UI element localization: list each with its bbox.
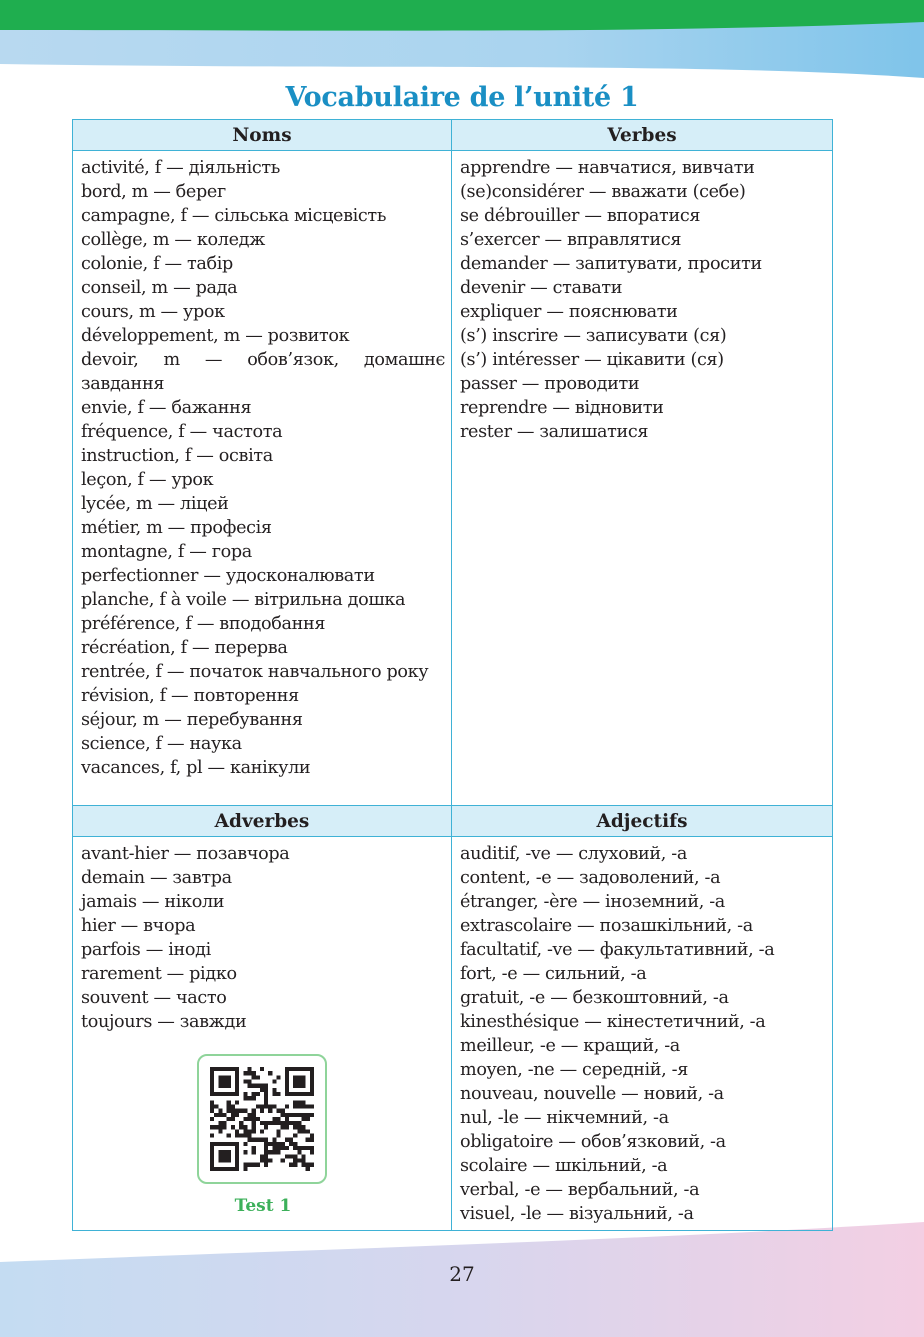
list-item: avant-hier — позавчора — [81, 844, 290, 864]
list-item: développement, m — розвиток — [81, 326, 350, 346]
list-item: (s’) inscrire — записувати (ся) — [460, 326, 727, 346]
qr-code-frame[interactable] — [197, 1054, 327, 1184]
list-item: devoir, m — обов’язок, домашнє завдання — [81, 350, 445, 394]
list-item: leçon, f — урок — [81, 470, 214, 490]
list-item: demander — запитувати, просити — [460, 254, 762, 274]
list-item: planche, f à voile — вітрильна дошка — [81, 590, 406, 610]
list-item: fort, -e — сильний, -а — [460, 964, 647, 984]
list-item: révision, f — повторення — [81, 686, 299, 706]
list-item: récréation, f — перерва — [81, 638, 288, 658]
list-item: meilleur, -e — кращий, -а — [460, 1036, 680, 1056]
list-item: science, f — наука — [81, 734, 242, 754]
list-item: scolaire — шкільний, -а — [460, 1156, 668, 1176]
list-item: gratuit, -e — безкоштовний, -а — [460, 988, 729, 1008]
vocabulary-table — [72, 119, 833, 1231]
list-item: rester — залишатися — [460, 422, 649, 442]
list-item: toujours — завжди — [81, 1012, 247, 1032]
list-item: cours, m — урок — [81, 302, 225, 322]
list-item: envie, f — бажання — [81, 398, 252, 418]
header-noms: Noms — [73, 120, 452, 151]
list-item: parfois — іноді — [81, 940, 211, 960]
adverbes-list — [81, 842, 445, 1034]
header-verbes: Verbes — [452, 120, 833, 151]
list-item: montagne, f — гора — [81, 542, 252, 562]
noms-cell — [73, 151, 452, 806]
list-item: collège, m — коледж — [81, 230, 265, 250]
adverbes-cell — [73, 837, 452, 1231]
header-adjectifs: Adjectifs — [452, 806, 833, 837]
list-item: étranger, -ère — іноземний, -а — [460, 892, 725, 912]
list-item: (se)considérer — вважати (себе) — [460, 182, 746, 202]
page-number: 27 — [449, 1262, 475, 1286]
list-item: facultatif, -ve — факультативний, -а — [460, 940, 775, 960]
list-item: nouveau, nouvelle — новий, -а — [460, 1084, 724, 1104]
list-item: expliquer — пояснювати — [460, 302, 678, 322]
list-item: instruction, f — освіта — [81, 446, 273, 466]
list-item: verbal, -e — вербальний, -а — [460, 1180, 700, 1200]
verbes-cell — [452, 151, 833, 806]
list-item: fréquence, f — частота — [81, 422, 283, 442]
adjectifs-cell — [452, 837, 833, 1231]
list-item: reprendre — відновити — [460, 398, 664, 418]
list-item: perfectionner — удосконалювати — [81, 566, 375, 586]
list-item: extrascolaire — позашкільний, -а — [460, 916, 753, 936]
list-item: séjour, m — перебування — [81, 710, 303, 730]
header-adverbes: Adverbes — [73, 806, 452, 837]
list-item: métier, m — професія — [81, 518, 272, 538]
list-item: colonie, f — табір — [81, 254, 233, 274]
qr-code-icon — [210, 1067, 314, 1171]
list-item: devenir — ставати — [460, 278, 623, 298]
list-item: vacances, f, pl — канікули — [81, 758, 311, 778]
list-item: rarement — рідко — [81, 964, 237, 984]
list-item: passer — проводити — [460, 374, 640, 394]
list-item: moyen, -ne — середній, -я — [460, 1060, 688, 1080]
qr-block — [197, 1054, 329, 1216]
list-item: hier — вчора — [81, 916, 196, 936]
list-item: auditif, -ve — слуховий, -а — [460, 844, 687, 864]
list-item: visuel, -le — візуальний, -а — [460, 1204, 694, 1224]
list-item: souvent — часто — [81, 988, 227, 1008]
adjectifs-list — [460, 842, 826, 1226]
list-item: préférence, f — вподобання — [81, 614, 326, 634]
qr-test-label[interactable]: Test 1 — [234, 1196, 292, 1216]
list-item: conseil, m — рада — [81, 278, 238, 298]
noms-list — [81, 156, 445, 780]
list-item: (s’) intéresser — цікавити (ся) — [460, 350, 724, 370]
list-item: activité, f — діяльність — [81, 158, 280, 178]
list-item: kinesthésique — кінестетичний, -а — [460, 1012, 766, 1032]
list-item: nul, -le — нікчемний, -а — [460, 1108, 669, 1128]
list-item: bord, m — берег — [81, 182, 226, 202]
list-item: jamais — ніколи — [81, 892, 225, 912]
list-item: lycée, m — ліцей — [81, 494, 229, 514]
list-item: s’exercer — вправлятися — [460, 230, 682, 250]
list-item: demain — завтра — [81, 868, 232, 888]
verbes-list — [460, 156, 826, 444]
top-decorative-band — [0, 0, 924, 90]
list-item: campagne, f — сільська місцевість — [81, 206, 387, 226]
list-item: apprendre — навчатися, вивчати — [460, 158, 755, 178]
list-item: rentrée, f — початок навчального року — [81, 662, 429, 682]
list-item: se débrouiller — впоратися — [460, 206, 701, 226]
list-item: content, -e — задоволений, -а — [460, 868, 721, 888]
page-title: Vocabulaire de l’unité 1 — [285, 82, 639, 113]
list-item: obligatoire — обов’язковий, -а — [460, 1132, 726, 1152]
